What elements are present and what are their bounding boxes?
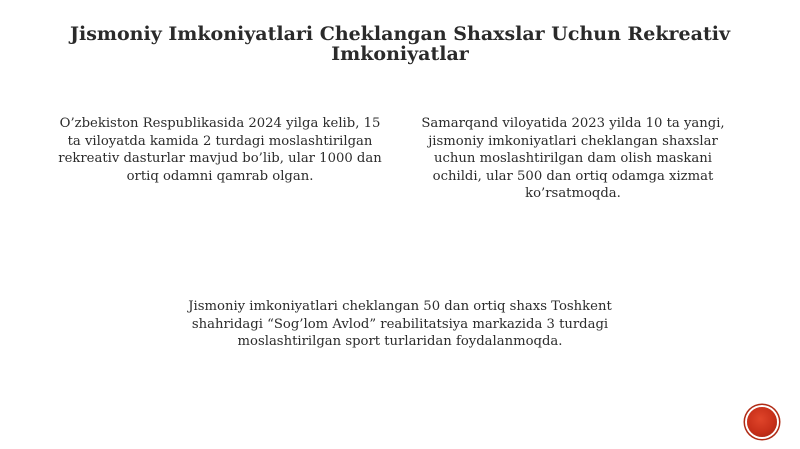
paragraph-bottom: Jismoniy imkoniyatlari cheklangan 50 dan ortiq shaxs Toshkent shahridagi “Sog’lom Avlod” reabilitatsiya markazida 3 turdagi moslashtirilgan sport turlaridan foydalanmoqda. [188, 299, 612, 349]
slide-title: Jismoniy Imkoniyatlari Cheklangan Shaxslar Uchun Rekreativ Imkoniyatlar [70, 23, 730, 65]
paragraph-left: O’zbekiston Respublikasida 2024 yilga kelib, 15 ta viloyatda kamida 2 turdagi moslashtirilgan rekreativ dasturlar mavjud bo’lib, ular 1000 dan ortiq odamni qamrab olgan. [58, 116, 382, 184]
paragraph-right: Samarqand viloyatida 2023 yilda 10 ta yangi, jismoniy imkoniyatlari cheklangan shaxslar uchun moslashtirilgan dam olish maskani ochildi, ular 500 dan ortiq odamga xizmat ko’rsatmoqda. [421, 116, 725, 201]
next-slide-button[interactable] [747, 407, 777, 437]
